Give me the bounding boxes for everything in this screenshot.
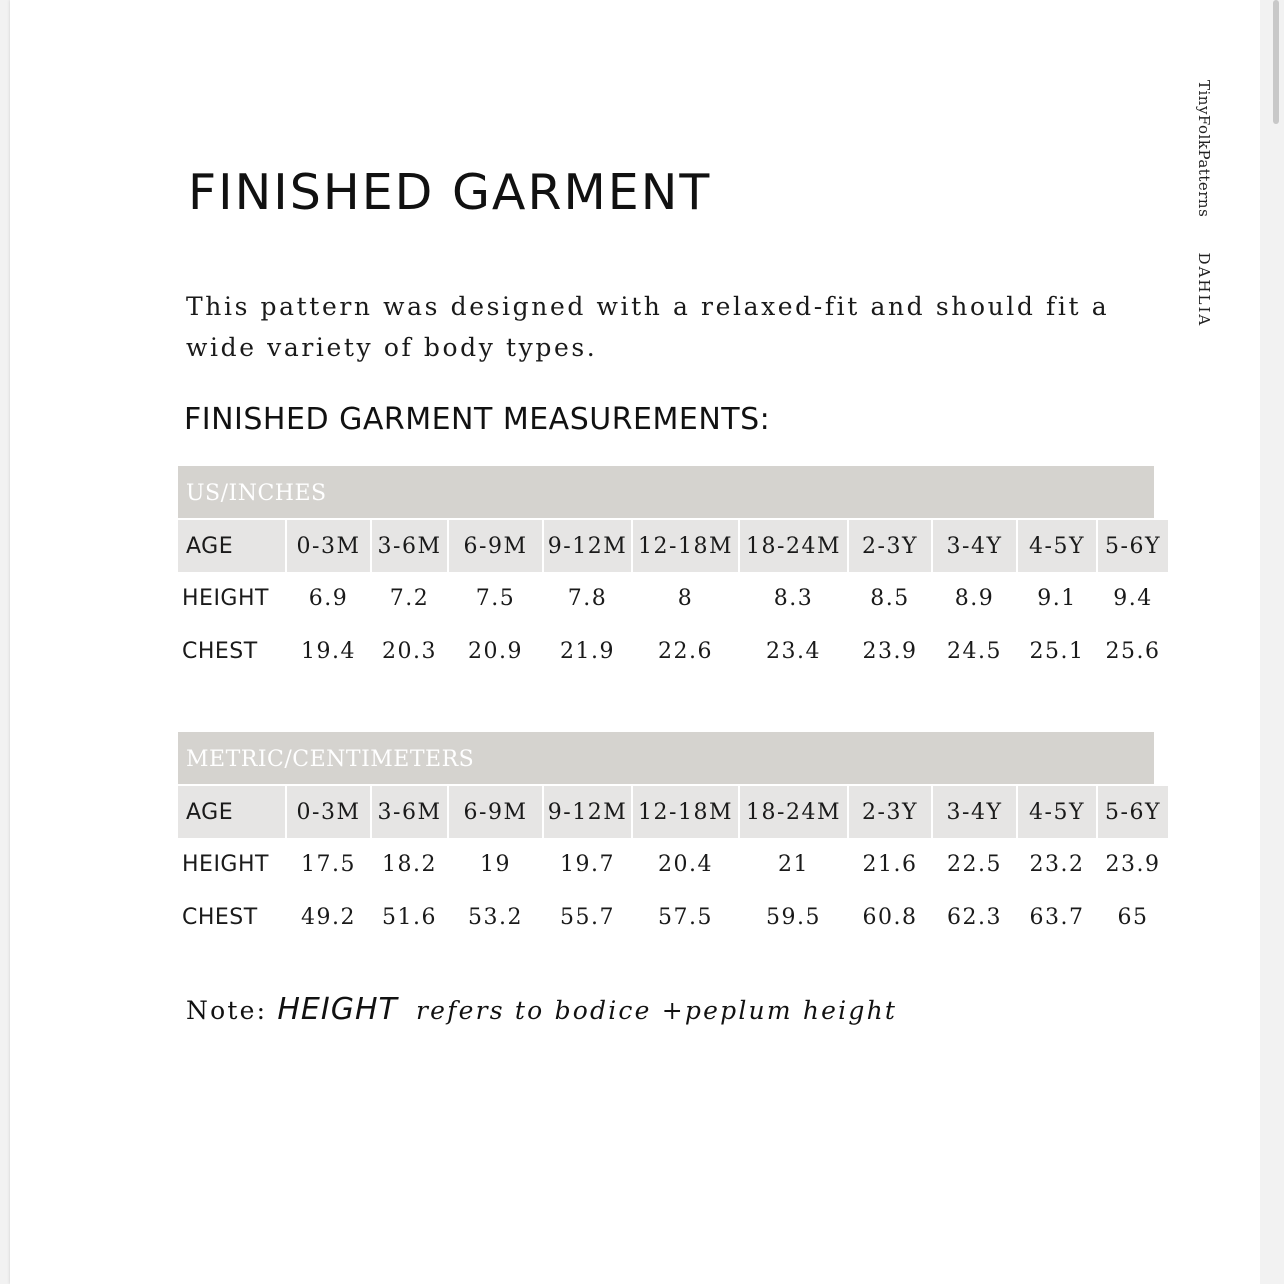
age-cell: 2-3Y bbox=[849, 786, 931, 838]
chest-cell: 62.3 bbox=[947, 905, 1002, 930]
us-inches-table bbox=[178, 466, 1161, 678]
age-cell: 6-9M bbox=[449, 786, 542, 838]
row-label-chest: CHEST bbox=[182, 639, 258, 664]
chest-cell: 21.9 bbox=[560, 639, 615, 664]
age-cell: 9-12M bbox=[544, 520, 631, 572]
age-cell: 4-5Y bbox=[1018, 786, 1096, 838]
height-cell: 6.9 bbox=[308, 586, 349, 611]
height-cell: 23.9 bbox=[1105, 852, 1161, 877]
age-cell: 9-12M bbox=[544, 786, 631, 838]
us-inches-table-header: US/INCHES bbox=[178, 466, 1154, 518]
height-cell: 9.1 bbox=[1037, 586, 1077, 611]
row-label-height: HEIGHT bbox=[182, 852, 269, 877]
height-cell: 8.9 bbox=[954, 586, 995, 611]
chest-cell: 49.2 bbox=[301, 905, 356, 930]
height-cell: 22.5 bbox=[947, 852, 1002, 877]
row-label-age: AGE bbox=[178, 520, 285, 572]
document-page bbox=[10, 0, 1260, 1284]
metric-table-header: METRIC/CENTIMETERS bbox=[178, 732, 1154, 784]
age-cell: 12-18M bbox=[633, 786, 738, 838]
note-height-word: HEIGHT bbox=[277, 992, 398, 1027]
metric-grid bbox=[178, 786, 1161, 944]
height-cell: 8.5 bbox=[870, 586, 910, 611]
us-inches-grid bbox=[178, 520, 1161, 678]
age-cell: 4-5Y bbox=[1018, 520, 1096, 572]
intro-paragraph: This pattern was designed with a relaxed-fit and should fit a wide variety of body types. bbox=[186, 292, 1110, 362]
height-cell: 7.8 bbox=[567, 586, 608, 611]
chest-cell: 25.1 bbox=[1029, 639, 1085, 664]
age-cell: 18-24M bbox=[740, 520, 847, 572]
height-cell: 7.2 bbox=[389, 586, 430, 611]
side-pattern-name: DAHLIA bbox=[1195, 252, 1213, 328]
height-cell: 19 bbox=[480, 852, 511, 877]
side-brand-text: TinyFolkPatterns bbox=[1195, 80, 1213, 218]
side-running-header bbox=[1195, 80, 1213, 327]
height-cell: 17.5 bbox=[301, 852, 356, 877]
footnote bbox=[186, 992, 897, 1027]
scrollbar-thumb[interactable] bbox=[1273, 0, 1279, 124]
chest-cell: 22.6 bbox=[658, 639, 713, 664]
row-label-chest: CHEST bbox=[182, 905, 258, 930]
age-cell: 6-9M bbox=[449, 520, 542, 572]
age-cell: 5-6Y bbox=[1098, 786, 1168, 838]
age-cell: 3-4Y bbox=[933, 520, 1016, 572]
scrollbar[interactable] bbox=[1260, 0, 1284, 1284]
row-label-age: AGE bbox=[178, 786, 285, 838]
chest-cell: 23.4 bbox=[766, 639, 821, 664]
age-cell: 3-6M bbox=[372, 786, 447, 838]
height-cell: 20.4 bbox=[658, 852, 713, 877]
chest-cell: 53.2 bbox=[468, 905, 523, 930]
age-cell: 12-18M bbox=[633, 520, 738, 572]
chest-cell: 24.5 bbox=[947, 639, 1002, 664]
age-cell: 5-6Y bbox=[1098, 520, 1168, 572]
age-cell: 3-6M bbox=[372, 520, 447, 572]
age-cell: 0-3M bbox=[287, 520, 370, 572]
chest-cell: 63.7 bbox=[1029, 905, 1085, 930]
height-cell: 8 bbox=[677, 586, 694, 611]
chest-cell: 25.6 bbox=[1105, 639, 1161, 664]
height-cell: 18.2 bbox=[382, 852, 437, 877]
chest-cell: 51.6 bbox=[382, 905, 437, 930]
chest-cell: 23.9 bbox=[862, 639, 918, 664]
age-cell: 0-3M bbox=[287, 786, 370, 838]
metric-table bbox=[178, 732, 1161, 944]
note-label: Note: bbox=[186, 996, 268, 1025]
height-cell: 8.3 bbox=[773, 586, 814, 611]
chest-cell: 19.4 bbox=[301, 639, 356, 664]
height-cell: 7.5 bbox=[475, 586, 516, 611]
height-cell: 21 bbox=[778, 852, 809, 877]
age-cell: 3-4Y bbox=[933, 786, 1016, 838]
age-cell: 2-3Y bbox=[849, 520, 931, 572]
note-text: refers to bodice +peplum height bbox=[416, 996, 898, 1025]
page-title: FINISHED GARMENT bbox=[188, 164, 712, 221]
chest-cell: 57.5 bbox=[658, 905, 713, 930]
height-cell: 23.2 bbox=[1029, 852, 1085, 877]
chest-cell: 60.8 bbox=[862, 905, 918, 930]
height-cell: 9.4 bbox=[1113, 586, 1153, 611]
age-cell: 18-24M bbox=[740, 786, 847, 838]
chest-cell: 20.3 bbox=[382, 639, 437, 664]
measurements-heading: FINISHED GARMENT MEASUREMENTS: bbox=[184, 402, 771, 437]
height-cell: 19.7 bbox=[560, 852, 615, 877]
chest-cell: 20.9 bbox=[468, 639, 523, 664]
chest-cell: 65 bbox=[1117, 905, 1149, 930]
chest-cell: 55.7 bbox=[560, 905, 615, 930]
row-label-height: HEIGHT bbox=[182, 586, 269, 611]
height-cell: 21.6 bbox=[862, 852, 918, 877]
chest-cell: 59.5 bbox=[766, 905, 821, 930]
